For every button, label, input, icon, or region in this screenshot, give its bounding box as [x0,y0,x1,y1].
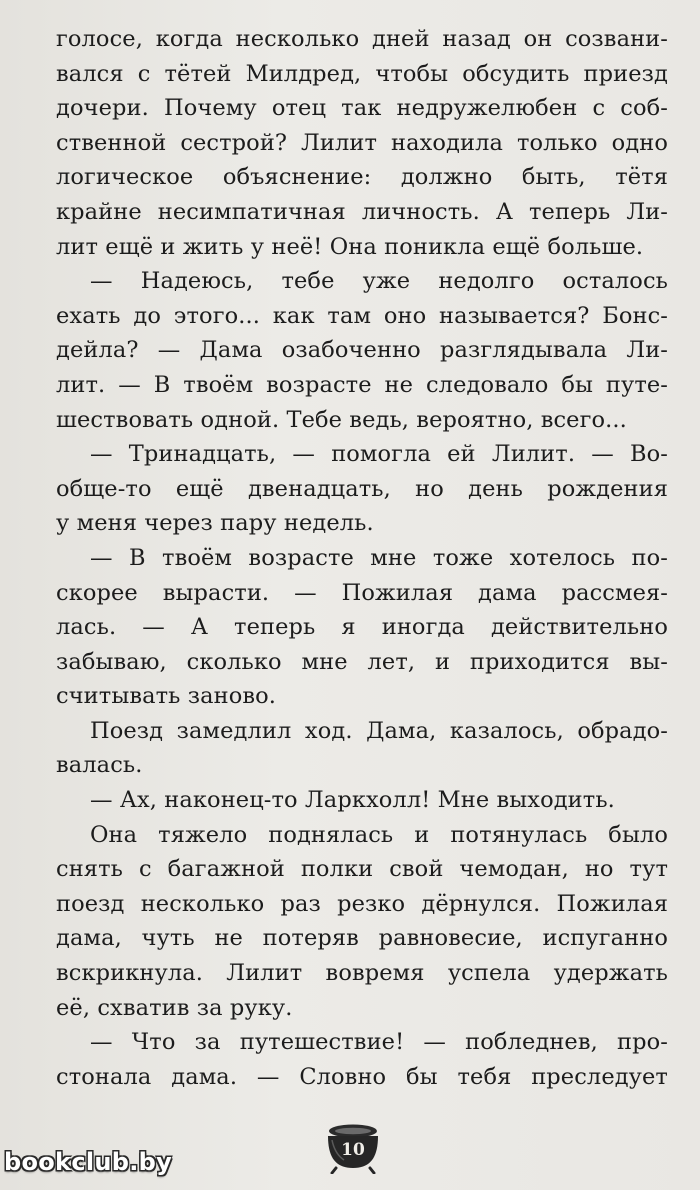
text-line: обще-то ещё двенадцать, но день рождения [56,475,668,502]
text-line: считывать заново. [56,683,277,710]
page-footer [0,1110,700,1190]
body-text [56,22,668,1094]
text-line: логическое объяснение: должно быть, тётя [56,164,668,191]
page-number: 10 [341,1140,365,1160]
text-line: крайне несимпатичная личность. А теперь Ли- [56,198,668,225]
text-line: её, схватив за руку. [56,994,293,1021]
text-line: лит ещё и жить у неё! Она поникла ещё больше. [56,233,644,260]
text-line: дейла? — Дама озабоченно разглядывала Ли- [56,337,668,364]
text-line: — Ах, наконец-то Ларкхолл! Мне выходить. [90,787,615,814]
text-line: скорее вырасти. — Пожилая дама рассмея- [56,579,668,606]
text-line: дочери. Почему отец так недружелюбен с соб- [56,95,668,122]
text-line: — В твоём возрасте мне тоже хотелось по- [90,544,668,571]
text-line: лит. — В твоём возрасте не следовало бы путе- [56,371,668,398]
text-line: — Что за путешествие! — побледнев, про- [90,1029,668,1056]
text-line: у меня через пару недель. [56,510,374,537]
text-line: лась. — А теперь я иногда действительно [56,614,668,641]
text-line: стонала дама. — Словно бы тебя преследует [56,1063,668,1090]
text-line: поезд несколько раз резко дёрнулся. Пожилая [56,890,668,917]
text-line: ственной сестрой? Лилит находила только одно [56,129,668,156]
text-line: голосе, когда несколько дней назад он созвани- [56,26,668,52]
text-line: забываю, сколько мне лет, и приходится вы- [56,648,668,675]
watermark[interactable]: bookclub.by [4,1148,173,1176]
text-line: шествовать одной. Тебе ведь, вероятно, всего... [56,406,627,433]
text-line: — Надеюсь, тебе уже недолго осталось [90,268,668,295]
text-line: дама, чуть не потеряв равновесие, испуганно [56,925,668,952]
text-line: — Тринадцать, — помогла ей Лилит. — Во- [90,441,668,468]
text-line: вался с тётей Милдред, чтобы обсудить приезд [56,60,668,87]
text-line: вскрикнула. Лилит вовремя успела удержать [56,960,668,987]
text-line: Она тяжело поднялась и потянулась было [90,821,668,848]
text-line: снять с багажной полки свой чемодан, но тут [56,856,668,883]
text-line: валась. [56,752,143,779]
text-line: ехать до этого... как там оно называется? Бонс- [56,302,668,329]
text-line: Поезд замедлил ход. Дама, казалось, обрадо- [90,717,668,744]
